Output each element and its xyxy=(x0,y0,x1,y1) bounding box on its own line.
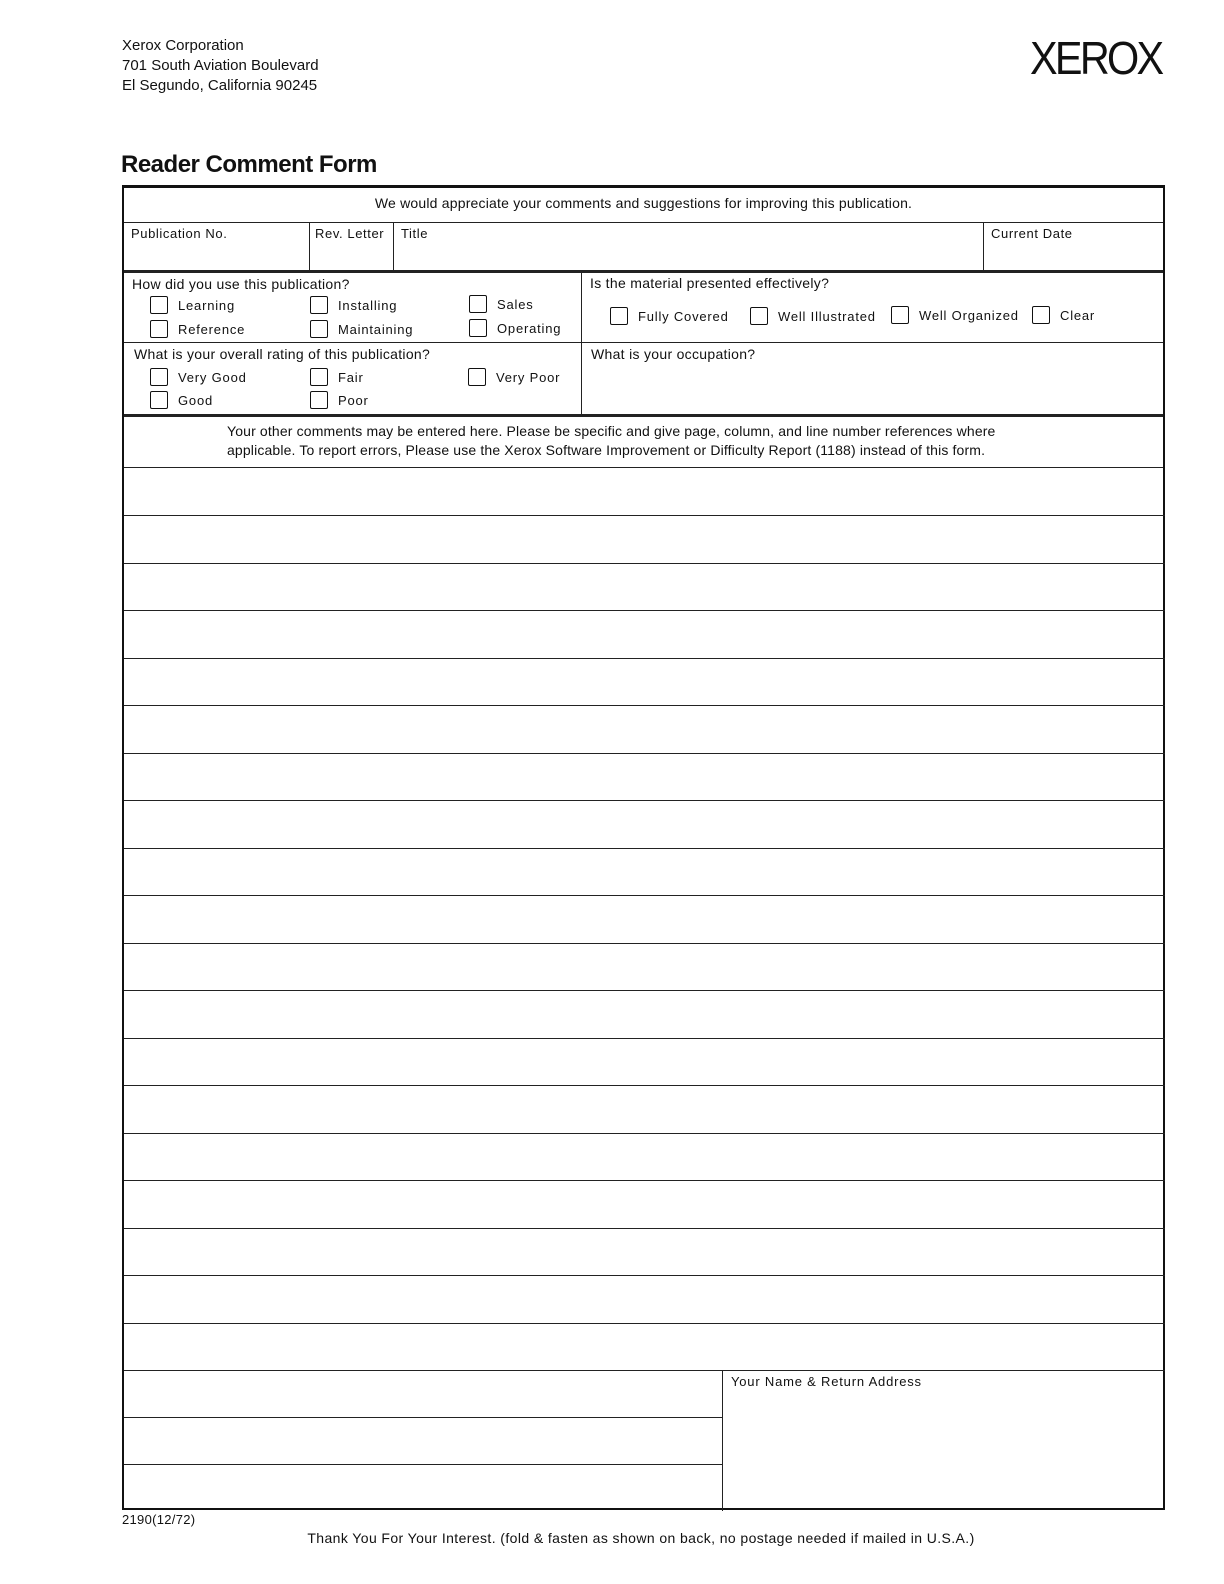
page-title: Reader Comment Form xyxy=(121,151,377,178)
footer-note: Thank You For Your Interest. (fold & fasten as shown on back, no postage needed if mailed in U.S.A.) xyxy=(307,1530,975,1546)
effectiveness-option-clear[interactable] xyxy=(1032,306,1095,324)
comment-line xyxy=(124,1180,1165,1181)
comment-line xyxy=(124,800,1165,801)
option-label: Well Organized xyxy=(919,307,1019,323)
checkbox[interactable] xyxy=(150,368,168,386)
checkbox[interactable] xyxy=(750,307,768,325)
comments-instructions xyxy=(227,422,996,460)
address-line: El Segundo, California 90245 xyxy=(122,77,318,94)
rating-option-very-poor[interactable] xyxy=(468,368,560,386)
option-label: Fully Covered xyxy=(638,308,729,324)
effectiveness-option-well-illustrated[interactable] xyxy=(750,307,876,325)
address-line: 701 South Aviation Boulevard xyxy=(122,57,319,74)
current-date-field[interactable] xyxy=(984,223,1165,271)
rating-option-poor[interactable] xyxy=(310,391,369,409)
return-address-field[interactable] xyxy=(724,1371,1165,1511)
title-label: Title xyxy=(401,226,429,241)
option-label: Poor xyxy=(338,392,369,408)
checkbox[interactable] xyxy=(469,319,487,337)
comment-line xyxy=(124,753,1165,754)
checkbox[interactable] xyxy=(150,320,168,338)
option-label: Maintaining xyxy=(338,321,414,337)
comment-line xyxy=(124,1464,722,1465)
checkbox[interactable] xyxy=(310,391,328,409)
checkbox[interactable] xyxy=(468,368,486,386)
option-label: Fair xyxy=(338,369,364,385)
checkbox[interactable] xyxy=(1032,306,1050,324)
option-label: Very Poor xyxy=(496,369,561,385)
publication-no-label: Publication No. xyxy=(131,226,228,241)
xerox-logo: XEROX xyxy=(1030,32,1162,84)
comment-line xyxy=(124,515,1165,516)
divider xyxy=(124,270,1163,273)
option-label: Well Illustrated xyxy=(778,308,876,324)
checkbox[interactable] xyxy=(310,320,328,338)
checkbox[interactable] xyxy=(469,295,487,313)
comment-line xyxy=(124,705,1165,706)
occupation-question: What is your occupation? xyxy=(591,346,756,362)
comment-line xyxy=(124,1228,1165,1229)
form-intro: We would appreciate your comments and suggestions for improving this publication. xyxy=(374,195,913,211)
title-field[interactable] xyxy=(394,223,983,271)
option-label: Sales xyxy=(497,296,534,312)
occupation-field[interactable] xyxy=(582,343,1165,414)
effectiveness-option-well-organized[interactable] xyxy=(891,306,1019,324)
checkbox[interactable] xyxy=(891,306,909,324)
return-address-label: Your Name & Return Address xyxy=(731,1374,922,1389)
form-number: 2190(12/72) xyxy=(122,1512,196,1527)
comment-line xyxy=(124,1417,722,1418)
comment-line xyxy=(124,943,1165,944)
rating-option-very-good[interactable] xyxy=(150,368,247,386)
usage-option-maintaining[interactable] xyxy=(310,320,413,338)
instruction-line: Your other comments may be entered here. Please be specific and give page, column, and line number references where xyxy=(227,423,996,439)
divider xyxy=(722,1371,723,1511)
divider xyxy=(124,414,1163,417)
checkbox[interactable] xyxy=(150,296,168,314)
effectiveness-question: Is the material presented effectively? xyxy=(590,275,830,291)
option-label: Good xyxy=(178,392,214,408)
option-label: Operating xyxy=(497,320,562,336)
comment-line xyxy=(124,848,1165,849)
option-label: Installing xyxy=(338,297,398,313)
usage-option-learning[interactable] xyxy=(150,296,235,314)
option-label: Learning xyxy=(178,297,235,313)
comment-line xyxy=(124,1323,1165,1324)
option-label: Clear xyxy=(1060,307,1096,323)
rating-option-good[interactable] xyxy=(150,391,213,409)
company-address xyxy=(122,36,319,96)
comment-line xyxy=(124,895,1165,896)
option-label: Very Good xyxy=(178,369,247,385)
comment-line xyxy=(124,1275,1165,1276)
address-line: Xerox Corporation xyxy=(122,37,244,54)
publication-no-field[interactable] xyxy=(124,223,309,271)
comments-area[interactable] xyxy=(124,468,1165,1370)
rating-question: What is your overall rating of this publication? xyxy=(134,346,431,362)
comment-line xyxy=(124,990,1165,991)
comment-form xyxy=(122,185,1165,1510)
usage-option-operating[interactable] xyxy=(469,319,561,337)
effectiveness-option-fully-covered[interactable] xyxy=(610,307,729,325)
checkbox[interactable] xyxy=(610,307,628,325)
checkbox[interactable] xyxy=(150,391,168,409)
checkbox[interactable] xyxy=(310,296,328,314)
usage-option-reference[interactable] xyxy=(150,320,245,338)
rating-option-fair[interactable] xyxy=(310,368,364,386)
comment-line xyxy=(124,610,1165,611)
option-label: Reference xyxy=(178,321,246,337)
comment-line xyxy=(124,658,1165,659)
usage-question: How did you use this publication? xyxy=(132,276,350,292)
current-date-label: Current Date xyxy=(991,226,1073,241)
comment-line xyxy=(124,1038,1165,1039)
comment-line xyxy=(124,1085,1165,1086)
usage-option-installing[interactable] xyxy=(310,296,397,314)
comment-line xyxy=(124,1133,1165,1134)
usage-option-sales[interactable] xyxy=(469,295,534,313)
rev-letter-label: Rev. Letter xyxy=(315,226,385,241)
bottom-comment-lines[interactable] xyxy=(124,1371,722,1511)
rev-letter-field[interactable] xyxy=(310,223,393,271)
comment-line xyxy=(124,563,1165,564)
instruction-line: applicable. To report errors, Please use the Xerox Software Improvement or Difficulty Report (1188) instead of this form. xyxy=(227,442,986,458)
checkbox[interactable] xyxy=(310,368,328,386)
